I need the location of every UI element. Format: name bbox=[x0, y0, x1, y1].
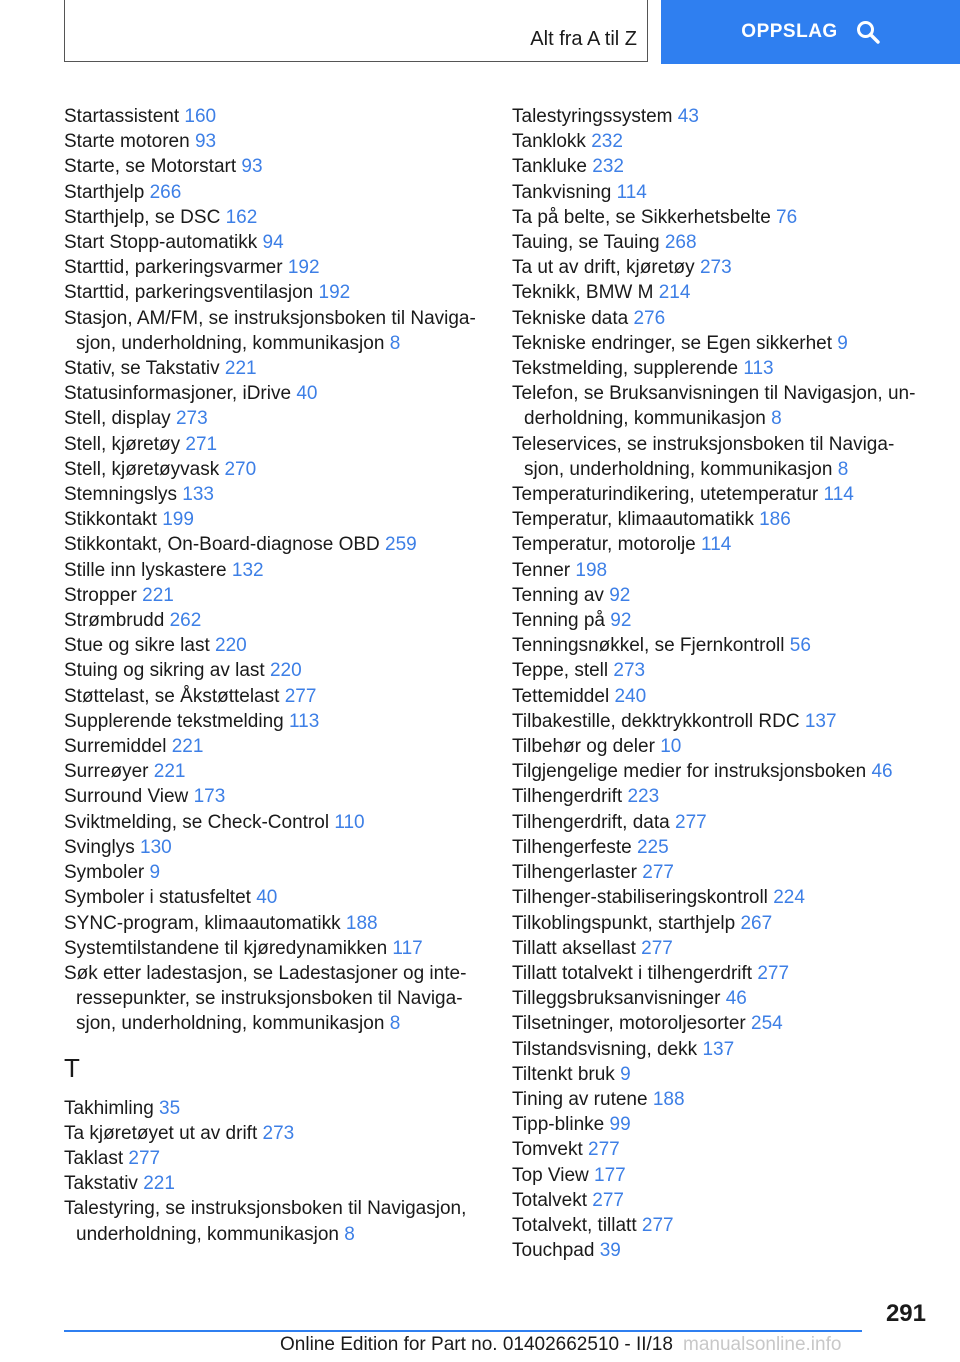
index-entry bbox=[64, 911, 484, 936]
page-link[interactable]: 224 bbox=[773, 887, 805, 909]
page-link[interactable]: 130 bbox=[140, 836, 172, 858]
index-entry bbox=[512, 154, 932, 179]
entry-term: Stell, kjøretøy bbox=[64, 433, 181, 455]
index-entry bbox=[64, 205, 484, 230]
entry-term: Stikkontakt, On-Board-diagnose OBD bbox=[64, 534, 380, 556]
index-entry bbox=[64, 180, 484, 205]
page-link[interactable]: 198 bbox=[575, 559, 608, 581]
page-link[interactable]: 277 bbox=[675, 811, 707, 833]
entry-term: Temperaturindikering, utetemperatur bbox=[512, 484, 819, 506]
entry-term: Start Stopp-automatikk bbox=[64, 232, 258, 254]
index-entry bbox=[64, 1146, 484, 1171]
index-entry bbox=[512, 885, 932, 910]
page-link[interactable]: 223 bbox=[627, 786, 660, 808]
index-column-left bbox=[64, 104, 484, 1247]
page-link[interactable]: 8 bbox=[389, 332, 401, 354]
page-link[interactable]: 117 bbox=[392, 937, 423, 959]
page-link[interactable]: 188 bbox=[345, 912, 378, 934]
entry-term: Stativ, se Takstativ bbox=[64, 358, 220, 380]
header-section-box bbox=[64, 0, 648, 62]
page-link[interactable]: 173 bbox=[193, 786, 226, 808]
index-entry bbox=[512, 507, 932, 532]
page-link[interactable]: 232 bbox=[592, 156, 624, 178]
index-entry bbox=[512, 583, 932, 608]
page-link[interactable]: 277 bbox=[641, 937, 673, 959]
page-link[interactable]: 99 bbox=[609, 1114, 631, 1136]
index-list-s bbox=[64, 104, 484, 1037]
index-entry bbox=[512, 381, 932, 431]
index-entry bbox=[64, 457, 484, 482]
entry-term: Tilsetninger, motoroljesorter bbox=[512, 1013, 746, 1035]
entry-term: Takhimling bbox=[64, 1097, 154, 1119]
page-link[interactable]: 94 bbox=[262, 232, 284, 254]
index-entry bbox=[512, 961, 932, 986]
index-entry bbox=[64, 558, 484, 583]
page-link[interactable]: 277 bbox=[592, 1189, 624, 1211]
index-entry bbox=[512, 129, 932, 154]
index-entry bbox=[64, 860, 484, 885]
entry-term: Tilbehør og deler bbox=[512, 736, 655, 758]
entry-term: Stue og sikre last bbox=[64, 635, 210, 657]
entry-term: Statusinformasjoner, iDrive bbox=[64, 383, 292, 405]
entry-term: Støttelast, se Åkstøttelast bbox=[64, 685, 280, 707]
entry-term: Tekstmelding, supplerende bbox=[512, 358, 739, 380]
index-entry bbox=[64, 280, 484, 305]
entry-term: Tillatt totalvekt i tilhengerdrift bbox=[512, 962, 753, 984]
page-link[interactable]: 46 bbox=[725, 988, 747, 1010]
entry-term: Tekniske endringer, se Egen sikkerhet bbox=[512, 332, 833, 354]
page-link[interactable]: 93 bbox=[241, 156, 263, 178]
entry-term: Tekniske data bbox=[512, 307, 629, 329]
page-link[interactable]: 76 bbox=[776, 206, 798, 228]
page-link[interactable]: 221 bbox=[143, 1173, 175, 1195]
entry-term: Starttid, parkeringsventilasjon bbox=[64, 282, 314, 304]
page-link[interactable]: 8 bbox=[837, 458, 849, 480]
entry-term: Stikkontakt bbox=[64, 509, 157, 531]
index-entry bbox=[512, 432, 932, 482]
index-entry bbox=[64, 356, 484, 381]
page-link[interactable]: 221 bbox=[171, 736, 204, 758]
footer-divider bbox=[64, 1330, 862, 1332]
index-entry bbox=[512, 104, 932, 129]
page-link[interactable]: 277 bbox=[641, 1214, 674, 1236]
page-link[interactable]: 232 bbox=[591, 131, 623, 153]
page-link[interactable]: 221 bbox=[142, 584, 174, 606]
entry-term: Ta ut av drift, kjøretøy bbox=[512, 257, 695, 279]
index-entry bbox=[512, 784, 932, 809]
page-link[interactable]: 254 bbox=[751, 1013, 783, 1035]
page-link[interactable]: 240 bbox=[614, 685, 647, 707]
page-link[interactable]: 8 bbox=[771, 408, 782, 430]
index-entry bbox=[64, 961, 484, 1037]
page-link[interactable]: 35 bbox=[159, 1097, 181, 1119]
entry-term: Symboler bbox=[64, 862, 145, 884]
index-entry bbox=[64, 734, 484, 759]
index-list-t bbox=[64, 1096, 484, 1247]
page-link[interactable]: 93 bbox=[194, 131, 217, 153]
entry-term: Surround View bbox=[64, 786, 189, 808]
index-entry bbox=[64, 684, 484, 709]
entry-term: Tankluke bbox=[512, 156, 587, 178]
page-link[interactable]: 160 bbox=[184, 106, 217, 127]
index-entry bbox=[64, 1196, 484, 1246]
page-link[interactable]: 110 bbox=[334, 811, 365, 833]
page-link[interactable]: 214 bbox=[658, 282, 691, 304]
index-entry bbox=[64, 129, 484, 154]
entry-term: Tilbakestille, dekktrykkontroll RDC bbox=[512, 710, 800, 732]
entry-term: Starte, se Motorstart bbox=[64, 156, 237, 178]
entry-term: Temperatur, klimaautomatikk bbox=[512, 509, 754, 531]
entry-term: Totalvekt, tillatt bbox=[512, 1214, 637, 1236]
page-link[interactable]: 221 bbox=[153, 761, 186, 783]
index-entry bbox=[512, 356, 932, 381]
page-link[interactable]: 221 bbox=[224, 358, 257, 380]
page-link[interactable]: 273 bbox=[613, 660, 646, 682]
index-entry bbox=[64, 482, 484, 507]
page-link[interactable]: 267 bbox=[740, 912, 773, 934]
page-link[interactable]: 186 bbox=[759, 509, 791, 531]
section-title: Alt fra A til Z bbox=[530, 28, 637, 50]
index-entry bbox=[512, 558, 932, 583]
index-entry bbox=[64, 532, 484, 557]
index-entry bbox=[512, 1062, 932, 1087]
lookup-tab[interactable] bbox=[661, 0, 960, 64]
page-link[interactable]: 40 bbox=[256, 887, 278, 909]
index-entry bbox=[512, 1137, 932, 1162]
entry-term: Starthjelp bbox=[64, 181, 145, 203]
entry-term: Surremiddel bbox=[64, 736, 167, 758]
page-link[interactable]: 177 bbox=[594, 1164, 626, 1186]
index-entry bbox=[64, 1171, 484, 1196]
entry-term: Tankvisning bbox=[512, 181, 612, 203]
index-entry bbox=[64, 1096, 484, 1121]
index-entry bbox=[512, 936, 932, 961]
entry-term: Tilhenger-stabiliseringskontroll bbox=[512, 887, 768, 909]
index-entry bbox=[64, 608, 484, 633]
index-entry bbox=[64, 936, 484, 961]
page-link[interactable]: 266 bbox=[149, 181, 182, 203]
entry-term: Stille inn lyskastere bbox=[64, 559, 227, 581]
index-entry bbox=[512, 180, 932, 205]
page-link[interactable]: 273 bbox=[262, 1122, 295, 1144]
page-link[interactable]: 277 bbox=[284, 685, 317, 707]
entry-term: Temperatur, motorolje bbox=[512, 534, 696, 556]
search-icon bbox=[856, 20, 880, 44]
index-entry bbox=[64, 104, 484, 129]
index-entry bbox=[512, 1112, 932, 1137]
entry-term: Tilkoblingspunkt, starthjelp bbox=[512, 912, 736, 934]
index-list-t-continued bbox=[512, 104, 932, 1263]
page-link[interactable]: 8 bbox=[344, 1223, 355, 1245]
index-entry bbox=[512, 633, 932, 658]
index-entry bbox=[512, 860, 932, 885]
section-letter: T bbox=[64, 1052, 80, 1083]
page-link[interactable]: 114 bbox=[701, 534, 732, 556]
index-column-right bbox=[512, 104, 932, 1263]
index-entry bbox=[512, 658, 932, 683]
entry-term: Ta på belte, se Sikkerhetsbelte bbox=[512, 206, 771, 228]
index-entry bbox=[512, 482, 932, 507]
entry-term: Starthjelp, se DSC bbox=[64, 206, 221, 228]
index-entry bbox=[512, 911, 932, 936]
index-entry bbox=[64, 255, 484, 280]
index-entry bbox=[64, 810, 484, 835]
index-entry bbox=[64, 633, 484, 658]
index-entry bbox=[64, 784, 484, 809]
index-entry bbox=[512, 734, 932, 759]
entry-term: Tomvekt bbox=[512, 1139, 583, 1161]
page-link[interactable]: 113 bbox=[743, 358, 774, 380]
page-link[interactable]: 225 bbox=[636, 836, 669, 858]
entry-term: Tipp-blinke bbox=[512, 1114, 605, 1136]
page-link[interactable]: 271 bbox=[185, 433, 218, 455]
index-entry bbox=[512, 1188, 932, 1213]
entry-term: Tettemiddel bbox=[512, 685, 610, 707]
page-link[interactable]: 40 bbox=[296, 383, 318, 405]
entry-term: Sviktmelding, se Check-Control bbox=[64, 811, 330, 833]
entry-term: Telefon, se Bruksanvisningen til Navigasjon, un-derholdning, kommunikasjon bbox=[512, 383, 916, 430]
entry-term: Tenning på bbox=[512, 610, 605, 632]
page-link[interactable]: 92 bbox=[610, 610, 632, 632]
index-entry bbox=[512, 684, 932, 709]
entry-term: Tilleggsbruksanvisninger bbox=[512, 988, 721, 1010]
page-link[interactable]: 8 bbox=[389, 1013, 401, 1035]
entry-term: Ta kjøretøyet ut av drift bbox=[64, 1122, 258, 1144]
index-entry bbox=[64, 759, 484, 784]
page-link[interactable]: 39 bbox=[599, 1240, 621, 1262]
index-entry bbox=[512, 331, 932, 356]
page-number: 291 bbox=[885, 1300, 926, 1327]
entry-term: Stuing og sikring av last bbox=[64, 660, 265, 682]
page-link[interactable]: 137 bbox=[702, 1038, 735, 1060]
index-entry bbox=[512, 986, 932, 1011]
index-entry bbox=[64, 583, 484, 608]
entry-term: Starttid, parkeringsvarmer bbox=[64, 257, 283, 279]
lookup-tab-label: OPPSLAG bbox=[741, 21, 838, 42]
entry-term: Søk etter ladestasjon, se Ladestasjoner og inte-ressepunkter, se instruksjonsboken til Naviga-sjon, underholdning, kommunikasjon bbox=[64, 962, 467, 1035]
index-entry bbox=[512, 608, 932, 633]
index-entry bbox=[64, 306, 484, 356]
index-entry bbox=[64, 1121, 484, 1146]
index-entry bbox=[512, 835, 932, 860]
page-link[interactable]: 262 bbox=[169, 610, 202, 632]
entry-term: Touchpad bbox=[512, 1240, 595, 1262]
page-link[interactable]: 114 bbox=[616, 181, 647, 203]
page-link[interactable]: 270 bbox=[224, 458, 257, 480]
entry-term: Strømbrudd bbox=[64, 610, 165, 632]
page-link[interactable]: 277 bbox=[757, 962, 790, 984]
page-link[interactable]: 114 bbox=[823, 484, 854, 506]
entry-term: Tilstandsvisning, dekk bbox=[512, 1038, 698, 1060]
entry-term: Tining av rutene bbox=[512, 1088, 648, 1110]
entry-term: Tillatt aksellast bbox=[512, 937, 636, 959]
entry-term: Tilhengerfeste bbox=[512, 836, 632, 858]
index-entry bbox=[512, 1037, 932, 1062]
index-entry bbox=[512, 255, 932, 280]
index-entry bbox=[512, 1163, 932, 1188]
entry-term: Tilgjengelige medier for instruksjonsboken bbox=[512, 761, 867, 783]
page-link[interactable]: 113 bbox=[288, 710, 320, 732]
entry-term: Tanklokk bbox=[512, 131, 586, 153]
entry-term: Tilhengerlaster bbox=[512, 862, 637, 884]
index-entry bbox=[512, 205, 932, 230]
entry-term: Stropper bbox=[64, 584, 137, 606]
entry-term: Svinglys bbox=[64, 836, 135, 858]
page-link[interactable]: 276 bbox=[633, 307, 666, 329]
index-entry bbox=[512, 1011, 932, 1036]
entry-term: Top View bbox=[512, 1164, 589, 1186]
entry-term: Stemningslys bbox=[64, 484, 177, 506]
entry-term: Tenner bbox=[512, 559, 571, 581]
index-entry bbox=[512, 759, 932, 784]
watermark: manualsonline.info bbox=[683, 1334, 842, 1355]
page-link[interactable]: 277 bbox=[128, 1147, 161, 1169]
entry-term: Tenning av bbox=[512, 584, 604, 606]
entry-term: Supplerende tekstmelding bbox=[64, 710, 284, 732]
page-link[interactable]: 9 bbox=[837, 332, 848, 354]
page-link[interactable]: 259 bbox=[385, 534, 417, 556]
entry-term: Starte motoren bbox=[64, 131, 190, 153]
edition-text: Online Edition for Part no. 01402662510 - II/18 bbox=[280, 1334, 673, 1355]
page-link[interactable]: 162 bbox=[225, 206, 258, 228]
page-link[interactable]: 268 bbox=[664, 232, 697, 254]
entry-term: Taklast bbox=[64, 1147, 124, 1169]
entry-term: Tauing, se Tauing bbox=[512, 232, 660, 254]
page-link[interactable]: 92 bbox=[609, 584, 631, 606]
index-entry bbox=[512, 280, 932, 305]
entry-term: Tilhengerdrift bbox=[512, 786, 623, 808]
page-link[interactable]: 277 bbox=[642, 862, 674, 884]
index-entry bbox=[512, 709, 932, 734]
index-entry bbox=[64, 658, 484, 683]
index-entry bbox=[64, 709, 484, 734]
index-entry bbox=[512, 306, 932, 331]
page-link[interactable]: 220 bbox=[269, 660, 302, 682]
index-entry bbox=[64, 154, 484, 179]
index-entry bbox=[512, 1238, 932, 1263]
page-link[interactable]: 220 bbox=[215, 635, 247, 657]
page-link[interactable]: 9 bbox=[149, 862, 161, 884]
entry-term: Symboler i statusfeltet bbox=[64, 887, 251, 909]
entry-term: Stell, kjøretøyvask bbox=[64, 458, 220, 480]
entry-term: Startassistent bbox=[64, 106, 180, 127]
page-link[interactable]: 199 bbox=[162, 509, 194, 531]
page-link[interactable]: 273 bbox=[699, 257, 732, 279]
index-entry bbox=[512, 230, 932, 255]
page-link[interactable]: 133 bbox=[182, 484, 214, 506]
entry-term: Systemtilstandene til kjøredynamikken bbox=[64, 937, 388, 959]
page-link[interactable]: 273 bbox=[175, 408, 208, 430]
page-link[interactable]: 43 bbox=[677, 106, 699, 127]
page-link[interactable]: 188 bbox=[652, 1088, 685, 1110]
entry-term: Tiltenkt bruk bbox=[512, 1063, 615, 1085]
entry-term: Surreøyer bbox=[64, 761, 149, 783]
index-entry bbox=[64, 381, 484, 406]
entry-term: Tilhengerdrift, data bbox=[512, 811, 670, 833]
page-link[interactable]: 10 bbox=[660, 736, 682, 758]
page-link[interactable]: 192 bbox=[287, 257, 320, 279]
index-entry bbox=[64, 432, 484, 457]
entry-term: Stell, display bbox=[64, 408, 171, 430]
index-entry bbox=[64, 835, 484, 860]
page-link[interactable]: 46 bbox=[871, 761, 893, 783]
entry-term: Talestyringssystem bbox=[512, 106, 673, 127]
page-link[interactable]: 137 bbox=[804, 710, 837, 732]
page-link[interactable]: 56 bbox=[789, 635, 811, 657]
index-entry bbox=[64, 230, 484, 255]
page-link[interactable]: 132 bbox=[231, 559, 264, 581]
index-entry bbox=[512, 810, 932, 835]
index-entry bbox=[64, 885, 484, 910]
index-entry bbox=[512, 1087, 932, 1112]
entry-term: Tenningsnøkkel, se Fjernkontroll bbox=[512, 635, 785, 657]
page-link[interactable]: 192 bbox=[318, 282, 351, 304]
entry-term: Teppe, stell bbox=[512, 660, 609, 682]
entry-term: Teknikk, BMW M bbox=[512, 282, 654, 304]
index-entry bbox=[64, 406, 484, 431]
page-link[interactable]: 9 bbox=[620, 1063, 631, 1085]
entry-term: Stasjon, AM/FM, se instruksjonsboken til Naviga-sjon, underholdning, kommunikasjon bbox=[64, 307, 476, 354]
entry-term: Talestyring, se instruksjonsboken til Navigasjon, underholdning, kommunikasjon bbox=[64, 1198, 467, 1245]
entry-term: Teleservices, se instruksjonsboken til Naviga-sjon, underholdning, kommunikasjon bbox=[512, 433, 895, 480]
entry-term: SYNC-program, klimaautomatikk bbox=[64, 912, 341, 934]
index-entry bbox=[512, 532, 932, 557]
page-link[interactable]: 277 bbox=[588, 1139, 620, 1161]
entry-term: Totalvekt bbox=[512, 1189, 587, 1211]
entry-term: Takstativ bbox=[64, 1173, 138, 1195]
index-entry bbox=[64, 507, 484, 532]
index-entry bbox=[512, 1213, 932, 1238]
